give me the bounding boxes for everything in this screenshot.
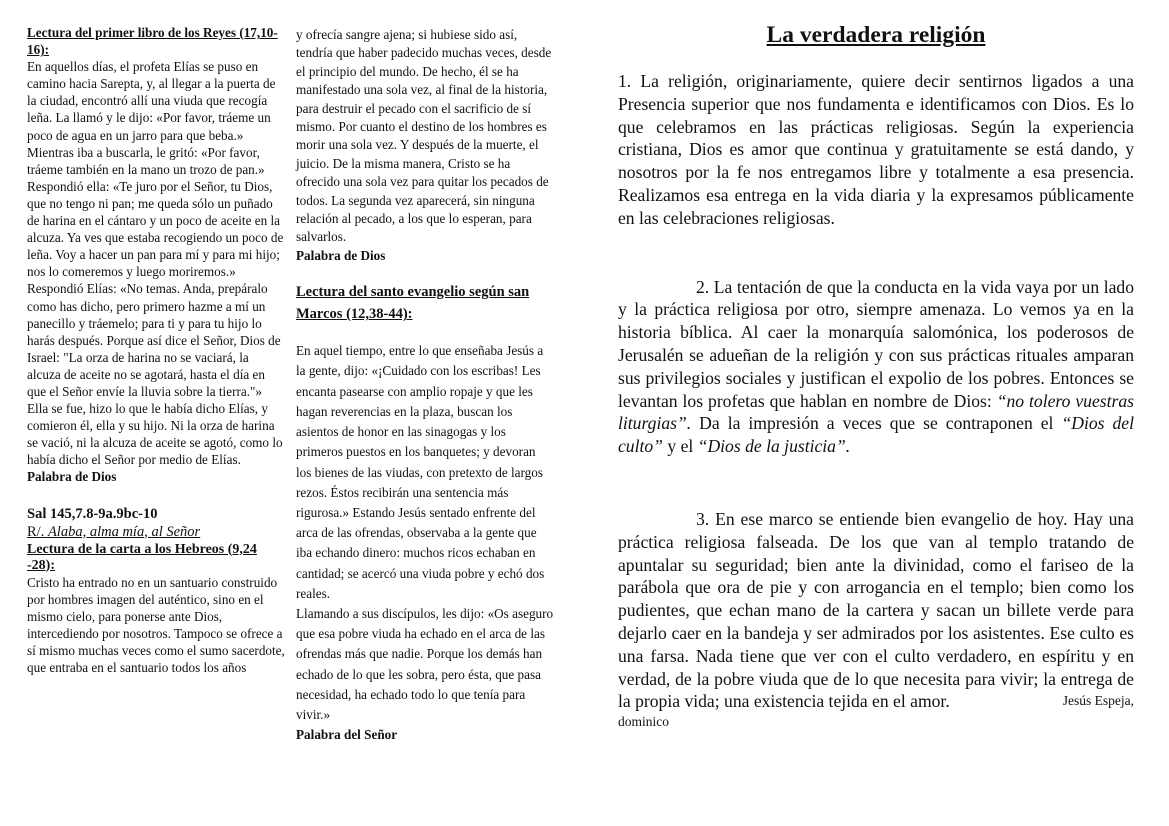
reading2-title: Lectura de la carta a los Hebreos (9,24 -28):	[27, 541, 257, 573]
quote-dios-justicia: “Dios de la justicia”.	[697, 436, 851, 457]
psalm-r-prefix: R/.	[27, 523, 48, 540]
paragraph-2-b: Da la impresión a veces que se contraponen el	[691, 413, 1062, 434]
reading1-text	[27, 58, 285, 485]
column-reflection	[618, 0, 1134, 731]
psalm-response: Alaba, alma mía, al Señor	[47, 523, 201, 540]
reading2-continuation-block	[296, 26, 554, 265]
page-title: La verdadera religión	[766, 22, 986, 48]
quote-dios-culto: “Dios del culto”	[618, 413, 1134, 457]
reading2-text: Cristo ha entrado no en un santuario construido por hombres imagen del auténtico, sino en el mismo cielo, para ponerse ante Dios, intercediendo por nosotros. Tampoco se ofrece a sí mismo muchas veces como el sumo sacerdote, que entraba en el santuario todos los años	[27, 574, 285, 675]
paragraph-3-text: 3. En ese marco se entiende bien evangelio de hoy. Hay una práctica religiosa falseada. De los que van al templo tratando de apuntalar su seguridad; bien ante la divinidad, como el fariseo de la parábola que ora de pie y con arrogancia en el templo; bien como los pudientes, que echan mano de la cartera y sacan un billete verde para dejarlo caer en la bandeja y ser admirados por los asistentes. Ese culto es una farsa. Nada tiene que ver con el culto verdadero, en espíritu y en verdad, de la pobre viuda que de lo que necesita para vivir; la entrega de la propia vida; una existencia tejida en el amor.	[618, 508, 1134, 712]
reading1-title: Lectura del primer libro de los Reyes (17,10-16):	[27, 25, 278, 58]
paragraph-2	[618, 276, 1134, 458]
paragraph-1: 1. La religión, originariamente, quiere decir sentirnos ligados a una Presencia superior que nos fundamenta e identificamos con Dios. Es lo que celebramos en las prácticas religiosas. Según la experiencia cristiana, Dios es amor que continua y gratuitamente se está dando, y nosotros por la fe nos entregamos libre y totalmente a esa presencia. Realizamos esa entrega en la vida diaria y la expresamos públicamente en las celebraciones religiosas.	[618, 71, 1134, 228]
signature-order: dominico	[618, 714, 669, 730]
gospel-title: Lectura del santo evangelio según san Marcos (12,38-44):	[296, 284, 530, 323]
reading2-end: Palabra de Dios	[296, 247, 386, 263]
signature: Jesús Espeja,	[1062, 693, 1134, 709]
quote-liturgias: “no tolero vuestras liturgias”.	[618, 390, 1134, 434]
column-readings-2	[296, 0, 554, 745]
reading1-end: Palabra de Dios	[27, 469, 117, 485]
paragraph-2-c: y el	[662, 436, 698, 457]
gospel-text: En aquel tiempo, entre lo que enseñaba Jesús a la gente, dijo: «¡Cuidado con los escribas! Les encanta pasearse con amplio ropaje y que les hagan reverencias en la plaza, buscan los asientos de honor en las sinagogas y los primeros puestos en los banquetes; y devoran los bienes de las viudas, con pretexto de largos rezos. Éstos recibirán una sentencia más rigurosa.» Estando Jesús sentado enfrente del arca de las ofrendas, observaba a la gente que iba echando dinero: muchos ricos echaban en cantidad; se acercó una viuda pobre y echó dos reales.	[296, 343, 545, 601]
reading1-body: En aquellos días, el profeta Elías se puso en camino hacia Sarepta, y, al llegar a la puerta de la ciudad, encontró allí una viuda que recogía leña. La llamó y le dijo: «Por favor, tráeme un poco de agua en un jarro para que beba.» Mientras iba a buscarla, le gritó: «Por favor, tráeme también en la mano un trozo de pan.» Respondió ella: «Te juro por el Señor, tu Dios, que no tengo ni pan; me queda sólo un puñado de harina en el cántaro y un poco de aceite en la alcuza. Ya ves que estaba recogiendo un poco de leña. Voy a hacer un pan para mí y para mi hijo; nos lo comeremos y luego moriremos.» Respondió Elías: «No temas. Anda, prepáralo como has dicho, pero primero hazme a mí un panecillo y tráemelo; para ti y para tu hijo lo harás después. Porque así dice el Señor, Dios de Israel: "La orza de harina no se vaciará, la alcuza de aceite no se agotará, hasta el día en que el Señor envíe la lluvia sobre la tierra."» Ella se fue, hizo lo que le había dicho Elías, y comieron él, ella y su hijo. Ni la orza de harina se vació, ni la alcuza de aceite se agotó, como lo había dicho el Señor por medio de Elías.	[27, 59, 284, 468]
paragraph-2-a: 2. La tentación de que la conducta en la vida vaya por un lado y la práctica religiosa por otro, siempre amenaza. Lo vemos ya en la historia bíblica. Al caer la monarquía salomónica, los poderosos de Jerusalén se adueñan de la religión y con sus prácticas rituales amparan sus privilegios sociales y justifican el expolio de los pobres. Entonces se levantan los profetas que hablan en nombre de Dios:	[618, 276, 1134, 411]
gospel-text-2: Llamando a sus discípulos, les dijo: «Os aseguro que esa pobre viuda ha echado en el arca de las ofrendas más que nadie. Porque los demás han echado de lo que les sobra, pero ésta, que pasa necesidad, ha echado todo lo que tenía para vivir.»	[296, 605, 554, 722]
gospel-end: Palabra del Señor	[296, 727, 398, 743]
psalm-response-line	[27, 523, 285, 542]
psalm-ref: Sal 145,7.8-9a.9bc-10	[27, 505, 158, 522]
reading2-continuation: y ofrecía sangre ajena; si hubiese sido así, tendría que haber padecido muchas veces, desde el principio del mundo. De hecho, él se ha manifestado una sola vez, al final de la historia, para destruir el pecado con el sacrificio de sí mismo. Por cuanto el destino de los hombres es morir una sola vez. Y después de la muerte, el juicio. De la misma manera, Cristo se ha ofrecido una sola vez para quitar los pecados de todos. La segunda vez aparecerá, sin ninguna relación al pecado, a los que lo esperan, para salvarlos.	[296, 27, 552, 245]
paragraph-3	[618, 508, 1134, 713]
column-readings-1	[27, 24, 285, 676]
